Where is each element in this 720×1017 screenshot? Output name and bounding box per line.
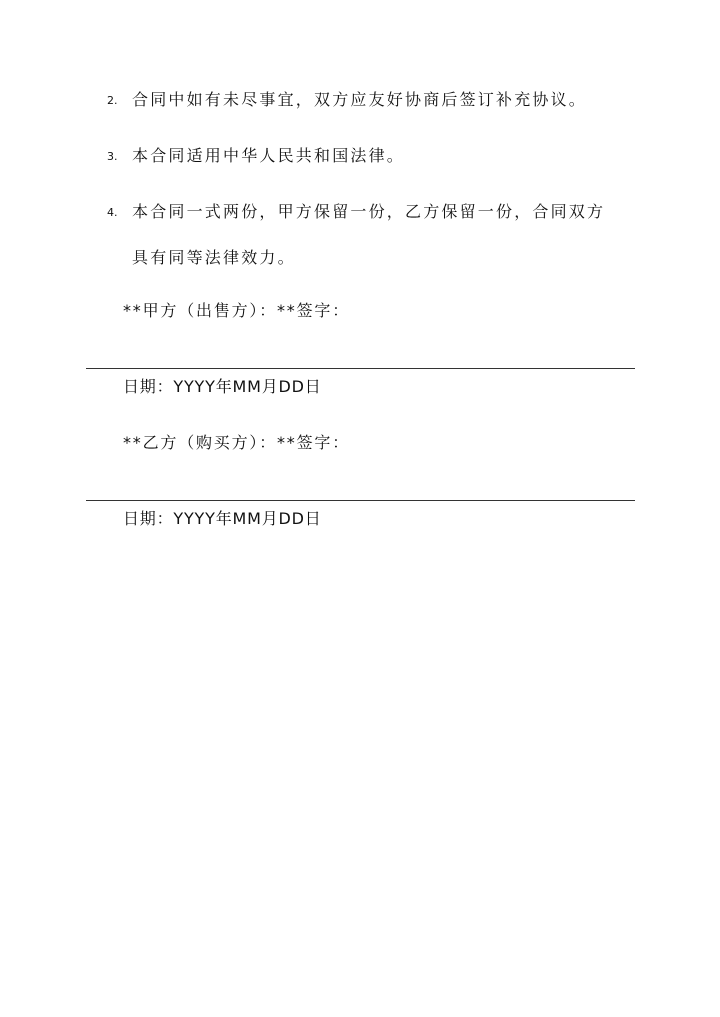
clause-number: 4. — [107, 206, 118, 219]
party-a-signature-line — [86, 368, 635, 369]
clause-number: 3. — [107, 150, 118, 163]
clause-number: 2. — [107, 94, 118, 107]
party-b-date-label: 日期：YYYY年MM月DD日 — [123, 509, 322, 528]
clause-text: 本合同一式两份，甲方保留一份，乙方保留一份，合同双方 — [132, 202, 606, 221]
party-b-signature-line — [86, 500, 635, 501]
clause-4 — [107, 201, 647, 267]
party-a-signature-label: **甲方（出售方）：**签字： — [123, 301, 351, 320]
party-b-signature-label: **乙方（购买方）：**签字： — [123, 433, 351, 452]
party-a-date-label: 日期：YYYY年MM月DD日 — [123, 377, 322, 396]
clause-text-continuation: 具有同等法律效力。 — [132, 248, 296, 267]
clause-text: 合同中如有未尽事宜，双方应友好协商后签订补充协议。 — [132, 90, 588, 109]
clause-text: 本合同适用中华人民共和国法律。 — [132, 146, 406, 165]
clause-2 — [107, 89, 647, 112]
clause-3 — [107, 145, 647, 168]
